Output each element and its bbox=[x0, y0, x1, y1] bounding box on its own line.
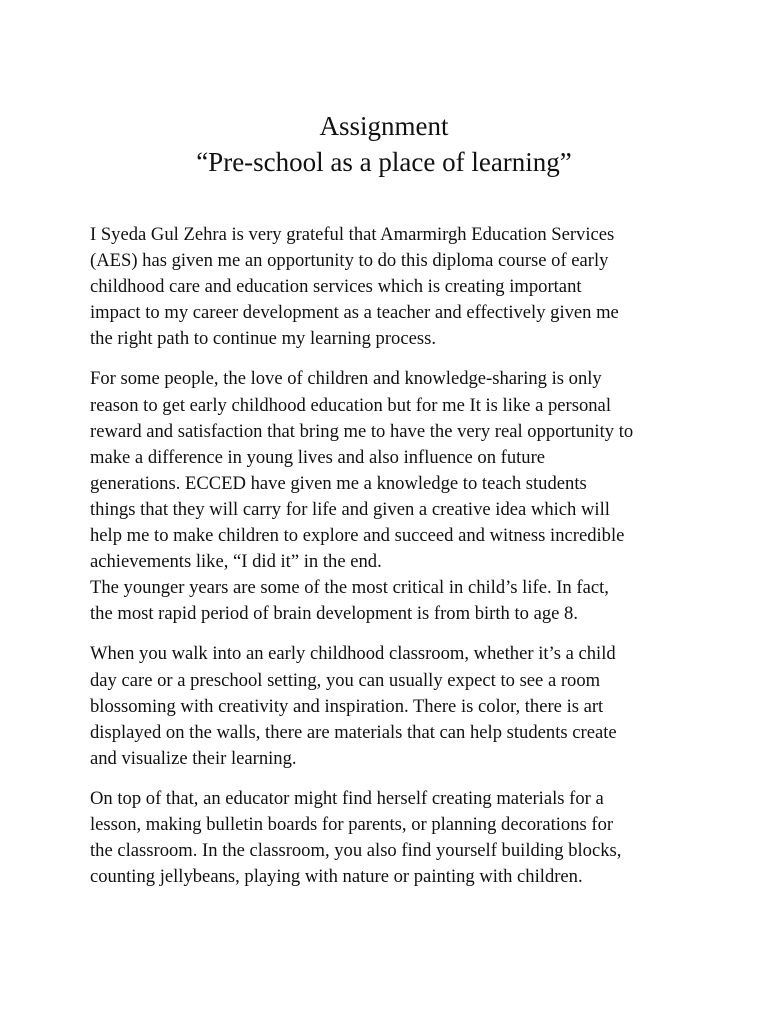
paragraph-line: For some people, the love of children and knowledge-sharing is only bbox=[90, 368, 602, 390]
document-title bbox=[0, 108, 768, 180]
paragraph-line: the right path to continue my learning process. bbox=[90, 328, 436, 350]
paragraph-line: On top of that, an educator might find herself creating materials for a bbox=[90, 787, 604, 809]
paragraph-line: impact to my career development as a teacher and effectively given me bbox=[90, 302, 619, 324]
paragraph-line: help me to make children to explore and succeed and witness incredible bbox=[90, 525, 625, 547]
paragraph-line: achievements like, “I did it” in the end. bbox=[90, 551, 382, 573]
paragraph-line: reward and satisfaction that bring me to have the very real opportunity to bbox=[90, 420, 634, 442]
paragraph-2 bbox=[90, 366, 690, 575]
title-line-assignment: Assignment bbox=[319, 111, 449, 141]
document-body bbox=[90, 222, 690, 904]
paragraph-line: things that they will carry for life and given a creative idea which will bbox=[90, 498, 610, 520]
paragraph-5 bbox=[90, 786, 690, 890]
title-line-topic: “Pre-school as a place of learning” bbox=[196, 147, 572, 177]
paragraph-line: generations. ECCED have given me a knowledge to teach students bbox=[90, 472, 587, 494]
paragraph-1 bbox=[90, 222, 690, 352]
paragraph-line: I Syeda Gul Zehra is very grateful that Amarmirgh Education Services bbox=[90, 224, 615, 245]
paragraph-line: displayed on the walls, there are materials that can help students create bbox=[90, 721, 617, 743]
paragraph-line: reason to get early childhood education but for me It is like a personal bbox=[90, 394, 611, 416]
paragraph-line: When you walk into an early childhood classroom, whether it’s a child bbox=[90, 643, 616, 665]
paragraph-line: make a difference in young lives and also influence on future bbox=[90, 446, 546, 468]
paragraph-line: the classroom. In the classroom, you also find yourself building blocks, bbox=[90, 840, 622, 862]
paragraph-line: and visualize their learning. bbox=[90, 747, 297, 769]
paragraph-line: the most rapid period of brain development is from birth to age 8. bbox=[90, 603, 578, 625]
paragraph-line: The younger years are some of the most critical in child’s life. In fact, bbox=[90, 577, 609, 599]
paragraph-line: blossoming with creativity and inspiration. There is color, there is art bbox=[90, 695, 604, 717]
paragraph-3 bbox=[90, 575, 690, 627]
paragraph-line: (AES) has given me an opportunity to do this diploma course of early bbox=[90, 250, 609, 272]
paragraph-line: day care or a preschool setting, you can usually expect to see a room bbox=[90, 669, 601, 691]
paragraph-line: lesson, making bulletin boards for parents, or planning decorations for bbox=[90, 813, 614, 835]
paragraph-line: counting jellybeans, playing with nature or painting with children. bbox=[90, 866, 583, 888]
paragraph-4 bbox=[90, 641, 690, 771]
paragraph-line: childhood care and education services which is creating important bbox=[90, 276, 582, 298]
